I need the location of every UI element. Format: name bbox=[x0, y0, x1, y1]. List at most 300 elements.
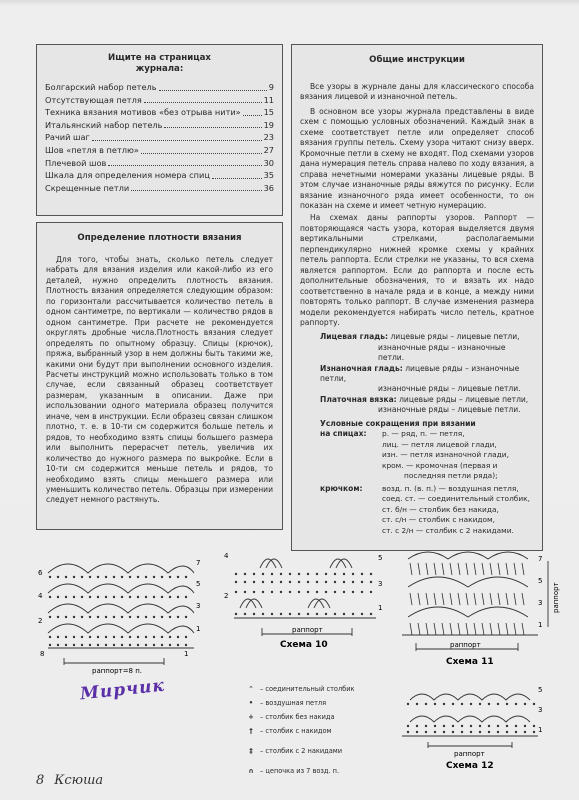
chain-stitch-mark bbox=[370, 591, 372, 593]
chain-stitch-mark bbox=[352, 573, 354, 575]
general-paragraph-1: Все узоры в журнале даны для классического способа вязания лицевой и изнаночной петель. bbox=[300, 82, 534, 102]
chain-stitch-mark bbox=[289, 613, 291, 615]
chain-stitch-mark bbox=[434, 725, 436, 727]
chain-stitch-mark bbox=[262, 573, 264, 575]
rapport-side-label: раппорт bbox=[552, 582, 560, 613]
legend-item bbox=[246, 713, 334, 721]
chain-stitch-mark bbox=[121, 596, 123, 598]
double-crochet-mark bbox=[442, 563, 444, 575]
chain-stitch-mark bbox=[161, 616, 163, 618]
chain-stitch-mark bbox=[307, 581, 309, 583]
stitch-desc: лицевые ряды – лицевые петли, bbox=[399, 394, 529, 404]
double-crochet-mark bbox=[410, 563, 412, 575]
chain-stitch-mark bbox=[244, 581, 246, 583]
chain-stitch-mark bbox=[488, 703, 490, 705]
chain-stitch-mark bbox=[416, 731, 418, 733]
rapport-label: раппорт bbox=[292, 626, 323, 634]
chain-stitch-mark bbox=[129, 636, 131, 638]
chain-stitch-mark bbox=[235, 613, 237, 615]
density-title: Определение плотности вязания bbox=[77, 233, 242, 243]
chain-stitch-mark bbox=[169, 636, 171, 638]
toc-dots bbox=[92, 131, 262, 141]
chain-stitch-mark bbox=[105, 596, 107, 598]
toc-item bbox=[45, 81, 274, 94]
toc-item-text: Шкала для определения номера спиц bbox=[45, 170, 210, 181]
chain-stitch-mark bbox=[137, 644, 139, 646]
toc-item bbox=[45, 182, 274, 195]
toc-dots bbox=[243, 106, 262, 116]
legend-symbol-icon: • bbox=[248, 699, 254, 707]
chain-stitch-mark bbox=[89, 596, 91, 598]
toc-item-page: 19 bbox=[263, 119, 274, 130]
chain-stitch-mark bbox=[177, 596, 179, 598]
abbr-item: ст. с/н — столбик с накидом, bbox=[382, 515, 495, 525]
chain-stitch-mark bbox=[298, 613, 300, 615]
toc-dots bbox=[108, 157, 261, 167]
toc-box bbox=[36, 44, 283, 216]
chain-stitch-mark bbox=[113, 616, 115, 618]
chain-stitch-mark bbox=[334, 581, 336, 583]
chain-stitch-mark bbox=[89, 576, 91, 578]
toc-item bbox=[45, 119, 274, 132]
chain-stitch-mark bbox=[185, 644, 187, 646]
scheme-title: Схема 11 bbox=[446, 657, 494, 667]
double-crochet-mark bbox=[466, 623, 468, 635]
double-crochet-mark bbox=[426, 593, 428, 605]
chain-stitch-mark bbox=[343, 613, 345, 615]
rapport-label: раппорт bbox=[450, 641, 481, 649]
chain-stitch-mark bbox=[515, 703, 517, 705]
row-label: 1 bbox=[378, 604, 383, 612]
row-label: 1 bbox=[196, 625, 201, 633]
chain-stitch-mark bbox=[461, 725, 463, 727]
double-crochet-mark bbox=[482, 623, 484, 635]
chain-stitch-mark bbox=[298, 581, 300, 583]
chain-stitch-mark bbox=[452, 725, 454, 727]
chain-stitch-mark bbox=[316, 573, 318, 575]
legend-text: – соединительный столбик bbox=[260, 685, 355, 693]
toc-item-page: 27 bbox=[263, 144, 274, 155]
toc-item-page: 36 bbox=[263, 182, 274, 193]
chain-stitch-mark bbox=[169, 644, 171, 646]
chain-stitch-mark bbox=[407, 703, 409, 705]
toc-dots bbox=[212, 169, 262, 179]
chain-stitch-mark bbox=[452, 731, 454, 733]
chain-stitch-mark bbox=[316, 613, 318, 615]
chain-stitch-mark bbox=[289, 591, 291, 593]
toc-item bbox=[45, 157, 274, 170]
col-label: 1 bbox=[184, 650, 189, 658]
chain-stitch-mark bbox=[73, 616, 75, 618]
chain-stitch-mark bbox=[370, 581, 372, 583]
toc-item-text: Плечевой шов bbox=[45, 157, 107, 168]
chain-stitch-mark bbox=[129, 596, 131, 598]
chain-stitch-mark bbox=[97, 576, 99, 578]
chain-stitch-mark bbox=[343, 581, 345, 583]
double-crochet-mark bbox=[498, 593, 500, 605]
legend-item bbox=[246, 699, 326, 707]
chain-stitch-mark bbox=[479, 731, 481, 733]
stitch-desc: лицевые ряды – изнаночные петли, bbox=[320, 363, 520, 384]
chain-stitch-mark bbox=[271, 573, 273, 575]
chain-stitch-mark bbox=[253, 591, 255, 593]
toc-item bbox=[45, 144, 274, 157]
chain-stitch-mark bbox=[89, 644, 91, 646]
chain-stitch-mark bbox=[524, 725, 526, 727]
toc-dots bbox=[144, 94, 262, 104]
chain-stitch-mark bbox=[298, 573, 300, 575]
chain-stitch-mark bbox=[185, 636, 187, 638]
stitch-term: Платочная вязка: bbox=[320, 394, 397, 404]
diagram-10 bbox=[220, 548, 390, 653]
legend-symbol-icon: + bbox=[248, 713, 254, 721]
chain-stitch-mark bbox=[370, 613, 372, 615]
toc-item-page: 11 bbox=[263, 94, 274, 105]
chain-stitch-mark bbox=[416, 703, 418, 705]
chain-stitch-mark bbox=[280, 613, 282, 615]
stitch-term: Лицевая гладь: bbox=[320, 332, 389, 342]
chain-stitch-mark bbox=[65, 576, 67, 578]
double-crochet-mark bbox=[450, 593, 452, 605]
double-crochet-mark bbox=[434, 593, 436, 605]
chain-stitch-mark bbox=[153, 576, 155, 578]
chain-stitch-mark bbox=[416, 725, 418, 727]
double-crochet-mark bbox=[522, 563, 524, 575]
chain-stitch-mark bbox=[343, 591, 345, 593]
chain-stitch-mark bbox=[533, 725, 535, 727]
toc-item-page: 30 bbox=[263, 157, 274, 168]
row-label: 3 bbox=[196, 602, 201, 610]
double-crochet-mark bbox=[450, 623, 452, 635]
double-crochet-mark bbox=[458, 563, 460, 575]
double-crochet-mark bbox=[458, 593, 460, 605]
toc-list bbox=[45, 81, 274, 194]
chain-stitch-mark bbox=[145, 576, 147, 578]
chain-stitch-mark bbox=[470, 731, 472, 733]
stitch-desc-2: изнаночные ряды – лицевые петли. bbox=[378, 405, 521, 415]
double-crochet-mark bbox=[506, 563, 508, 575]
abbr-title: Условные сокращения при вязании bbox=[320, 418, 476, 428]
chain-stitch-mark bbox=[253, 613, 255, 615]
chain-stitch-mark bbox=[506, 703, 508, 705]
toc-item bbox=[45, 169, 274, 182]
chain-stitch-mark bbox=[407, 731, 409, 733]
toc-item-page: 35 bbox=[263, 170, 274, 181]
chain-stitch-mark bbox=[57, 636, 59, 638]
chain-stitch-mark bbox=[497, 725, 499, 727]
toc-item-text: Итальянский набор петель bbox=[45, 119, 163, 130]
legend-item bbox=[246, 685, 355, 693]
double-crochet-mark bbox=[490, 593, 492, 605]
chain-stitch-mark bbox=[145, 596, 147, 598]
double-crochet-mark bbox=[490, 623, 492, 635]
chain-stitch-mark bbox=[235, 591, 237, 593]
page-number: 8 bbox=[36, 773, 45, 788]
abbr-item: изн. — петля изнаночной глади, bbox=[382, 450, 509, 460]
chain-stitch-mark bbox=[361, 581, 363, 583]
chain-stitch-mark bbox=[280, 573, 282, 575]
chain-stitch-mark bbox=[425, 731, 427, 733]
legend-symbol-icon: ⌃ bbox=[248, 685, 254, 693]
abbr-item: последняя петли ряда); bbox=[404, 471, 498, 481]
abbr-item: соед. ст. — соединительный столбик, bbox=[382, 494, 530, 504]
chain-stitch-mark bbox=[316, 581, 318, 583]
footer bbox=[36, 773, 103, 788]
toc-item bbox=[45, 106, 274, 119]
chain-stitch-mark bbox=[271, 581, 273, 583]
toc-item-page: 15 bbox=[263, 107, 274, 118]
abbr-crochet bbox=[300, 484, 534, 537]
chain-stitch-mark bbox=[57, 576, 59, 578]
legend-text: – столбик с накидом bbox=[260, 727, 332, 735]
chain-stitch-mark bbox=[271, 613, 273, 615]
chain-stitch-mark bbox=[57, 616, 59, 618]
chain-stitch-mark bbox=[352, 591, 354, 593]
chain-stitch-mark bbox=[73, 644, 75, 646]
double-crochet-mark bbox=[418, 563, 420, 575]
double-crochet-mark bbox=[522, 623, 524, 635]
abbr-item: ст. б/н — столбик без накида, bbox=[382, 504, 499, 514]
chain-stitch-mark bbox=[145, 636, 147, 638]
double-crochet-mark bbox=[514, 593, 516, 605]
chain-stitch-mark bbox=[289, 581, 291, 583]
row-label: 1 bbox=[538, 621, 543, 629]
chain-stitch-mark bbox=[244, 613, 246, 615]
chain-stitch-mark bbox=[361, 573, 363, 575]
chain-stitch-mark bbox=[113, 644, 115, 646]
chain-stitch-mark bbox=[129, 576, 131, 578]
chain-stitch-mark bbox=[49, 644, 51, 646]
chain-stitch-mark bbox=[253, 573, 255, 575]
chain-stitch-mark bbox=[407, 725, 409, 727]
chain-stitch-mark bbox=[113, 636, 115, 638]
chain-stitch-mark bbox=[488, 725, 490, 727]
double-crochet-mark bbox=[450, 563, 452, 575]
chain-stitch-mark bbox=[177, 616, 179, 618]
chain-stitch-mark bbox=[73, 596, 75, 598]
chain-stitch-mark bbox=[271, 591, 273, 593]
row-label: 2 bbox=[224, 592, 229, 600]
double-crochet-mark bbox=[482, 593, 484, 605]
stitch-list bbox=[300, 332, 534, 415]
chain-stitch-mark bbox=[506, 725, 508, 727]
chain-stitch-mark bbox=[73, 576, 75, 578]
chain-stitch-mark bbox=[65, 616, 67, 618]
chain-stitch-mark bbox=[352, 613, 354, 615]
chain-stitch-mark bbox=[434, 731, 436, 733]
chain-stitch-mark bbox=[161, 636, 163, 638]
legend-text: – столбик с 2 накидами bbox=[260, 747, 343, 755]
stitch-desc-2: изнаночные ряды – лицевые петли. bbox=[378, 384, 521, 394]
double-crochet-mark bbox=[506, 623, 508, 635]
chain-stitch-mark bbox=[497, 731, 499, 733]
abbr-crochet-list bbox=[382, 484, 530, 537]
chain-stitch-mark bbox=[325, 573, 327, 575]
chain-stitch-mark bbox=[325, 613, 327, 615]
double-crochet-mark bbox=[490, 563, 492, 575]
chain-stitch-mark bbox=[49, 596, 51, 598]
rapport-label: раппорт bbox=[454, 750, 485, 758]
row-label: 5 bbox=[196, 580, 201, 588]
stitch-desc-2: изнаночные ряды – изнаночные петли. bbox=[378, 342, 506, 363]
chain-stitch-mark bbox=[81, 644, 83, 646]
chain-stitch-mark bbox=[235, 573, 237, 575]
chain-stitch-mark bbox=[65, 644, 67, 646]
double-crochet-mark bbox=[418, 623, 420, 635]
chain-stitch-mark bbox=[244, 573, 246, 575]
chain-stitch-mark bbox=[506, 731, 508, 733]
chain-stitch-mark bbox=[105, 644, 107, 646]
chain-stitch-mark bbox=[280, 591, 282, 593]
toc-dots bbox=[159, 81, 267, 91]
row-label: 7 bbox=[538, 555, 543, 563]
row-label: 3 bbox=[538, 599, 543, 607]
row-label: 5 bbox=[378, 554, 383, 562]
chain-stitch-mark bbox=[425, 703, 427, 705]
double-crochet-mark bbox=[498, 563, 500, 575]
chain-stitch-mark bbox=[81, 576, 83, 578]
chain-stitch-mark bbox=[49, 636, 51, 638]
chain-stitch-mark bbox=[153, 636, 155, 638]
stitch-desc: лицевые ряды – лицевые петли, bbox=[390, 332, 520, 342]
double-crochet-mark bbox=[522, 593, 524, 605]
diagram-11 bbox=[388, 547, 568, 672]
toc-item-text: Рачий шаг bbox=[45, 132, 90, 143]
toc-item-page: 23 bbox=[263, 132, 274, 143]
abbr-knit-list bbox=[382, 429, 509, 482]
chain-stitch-mark bbox=[185, 616, 187, 618]
diagram-12 bbox=[388, 680, 568, 770]
double-crochet-mark bbox=[514, 563, 516, 575]
chain-stitch-mark bbox=[129, 616, 131, 618]
abbr-knit-label: на спицах: bbox=[320, 429, 367, 439]
toc-dots bbox=[131, 182, 261, 192]
scheme-title: Схема 12 bbox=[446, 761, 494, 770]
chain-stitch-mark bbox=[461, 703, 463, 705]
chain-stitch-mark bbox=[425, 725, 427, 727]
double-crochet-mark bbox=[434, 563, 436, 575]
chain-stitch-mark bbox=[153, 644, 155, 646]
density-paragraph: Для того, чтобы знать, сколько петель следует набрать для вязания изделия или какой-либо из его деталей, нужно определить плотность вязания. Плотность вязания определяется следующим образом: по горизонтали рассчитывается количество петель в одном сантиметре, по вертикали — количество рядов в одном сантиметре. При расчете не рекомендуется округлять дробные числа.Плотность вязания следует определять по опытному образцу. Спицы (крючок), пряжа, выбранный узор в нем должны быть такими же, какими они будут при выполнении основного изделия. Расчеты инструкций можно использовать только в том случае, если связанный образец соответствует размерам, указанным в описании. Даже при использовании одного материала образец получится иначе, чем в инструкции. Если образец связан слишком плотно, т. е. в 10-ти см содержится больше петель и рядов, то необходимо взять спицы большего размера или выполнить перерасчет петель, увеличив их количество до нужного размера по выкройке. Если в 10-ти см содержится меньше петель и рядов, то необходимо взять спицы меньшего размера или уменьшить количество петель. Образцы при измерении следует немного растянуть. bbox=[46, 255, 273, 505]
chain-stitch-mark bbox=[97, 596, 99, 598]
chain-stitch-mark bbox=[470, 725, 472, 727]
chain-stitch-mark bbox=[121, 644, 123, 646]
chain-stitch-mark bbox=[343, 573, 345, 575]
row-label: 6 bbox=[38, 569, 43, 577]
chain-stitch-mark bbox=[325, 581, 327, 583]
chain-stitch-mark bbox=[479, 725, 481, 727]
chain-stitch-mark bbox=[262, 613, 264, 615]
chain-stitch-mark bbox=[153, 616, 155, 618]
row-label: 5 bbox=[538, 577, 543, 585]
row-label: 1 bbox=[538, 726, 543, 734]
chain-stitch-mark bbox=[89, 636, 91, 638]
double-crochet-mark bbox=[458, 623, 460, 635]
double-crochet-mark bbox=[514, 623, 516, 635]
stitch-term: Изнаночная гладь: bbox=[320, 363, 403, 373]
chain-stitch-mark bbox=[49, 616, 51, 618]
chain-stitch-mark bbox=[161, 596, 163, 598]
chain-stitch-mark bbox=[137, 636, 139, 638]
double-crochet-mark bbox=[474, 593, 476, 605]
chain-stitch-mark bbox=[515, 731, 517, 733]
double-crochet-mark bbox=[466, 563, 468, 575]
chain-stitch-mark bbox=[177, 576, 179, 578]
general-title: Общие инструкции bbox=[369, 55, 465, 65]
chain-stitch-mark bbox=[515, 725, 517, 727]
chain-stitch-mark bbox=[307, 591, 309, 593]
row-label: 4 bbox=[38, 592, 43, 600]
double-crochet-mark bbox=[426, 623, 428, 635]
chain-stitch-mark bbox=[334, 591, 336, 593]
legend-item bbox=[246, 767, 339, 775]
double-crochet-mark bbox=[418, 593, 420, 605]
toc-item-text: Отсутствующая петля bbox=[45, 94, 142, 105]
toc-item bbox=[45, 131, 274, 144]
toc-dots bbox=[164, 119, 261, 129]
chain-stitch-mark bbox=[488, 731, 490, 733]
chain-stitch-mark bbox=[105, 616, 107, 618]
chain-stitch-mark bbox=[145, 616, 147, 618]
double-crochet-mark bbox=[410, 623, 412, 635]
legend-text: – воздушная петля bbox=[260, 699, 327, 707]
chain-stitch-mark bbox=[334, 573, 336, 575]
double-crochet-mark bbox=[442, 623, 444, 635]
watermark: Мирчик bbox=[79, 675, 166, 705]
toc-item-text: Техника вязания мотивов «без отрыва нити» bbox=[45, 107, 241, 118]
double-crochet-mark bbox=[506, 593, 508, 605]
chain-stitch-mark bbox=[280, 581, 282, 583]
chain-stitch-mark bbox=[289, 573, 291, 575]
chain-stitch-mark bbox=[298, 591, 300, 593]
chain-stitch-mark bbox=[325, 591, 327, 593]
stitch-row bbox=[320, 395, 534, 405]
chain-stitch-mark bbox=[81, 596, 83, 598]
chain-stitch-mark bbox=[137, 596, 139, 598]
general-paragraph-3: На схемах даны раппорты узоров. Раппорт — повторяющаяся часть узора, которая выделяется двумя вертикальными стрелками, располагаемыми перпендикулярно нижней кромке схемы у крайних петель раппорта. Если стрелки не указаны, то вся схема является раппортом. Если до раппорта и после есть дополнительные обозначения, то и вязать их надо соответственно в начале ряда и в конце, а между ними повторять только раппорт. В случае изменения размера модели рекомендуется набирать число петель, кратное раппорту. bbox=[300, 213, 534, 327]
chain-stitch-mark bbox=[57, 596, 59, 598]
chain-stitch-mark bbox=[461, 731, 463, 733]
chain-stitch-mark bbox=[169, 596, 171, 598]
toc-item bbox=[45, 94, 274, 107]
chain-stitch-mark bbox=[65, 596, 67, 598]
chain-stitch-mark bbox=[185, 596, 187, 598]
stitch-row bbox=[320, 364, 534, 385]
chain-stitch-mark bbox=[81, 636, 83, 638]
chain-stitch-mark bbox=[121, 636, 123, 638]
toc-item-text: Болгарский набор петель bbox=[45, 82, 157, 92]
double-crochet-mark bbox=[466, 593, 468, 605]
chain-stitch-mark bbox=[57, 644, 59, 646]
chain-stitch-mark bbox=[533, 703, 535, 705]
chain-stitch-mark bbox=[361, 613, 363, 615]
chain-stitch-mark bbox=[137, 616, 139, 618]
legend-item bbox=[246, 727, 331, 735]
legend-item bbox=[246, 747, 342, 755]
toc-dots bbox=[141, 144, 262, 154]
stitch-row bbox=[320, 332, 534, 342]
magazine-name: Ксюша bbox=[54, 773, 104, 788]
abbr-item: кром. — кромочная (первая и bbox=[382, 460, 498, 470]
chain-stitch-mark bbox=[97, 644, 99, 646]
legend-symbol-icon: † bbox=[249, 727, 253, 735]
scheme-title: Схема 10 bbox=[280, 640, 328, 650]
general-paragraph-2: В основном все узоры журнала представлены в виде схем с помощью условных обозначений. Каждый знак в схеме соответствует петле или определяет способ вязания группы петель. Схему узора читают снизу вверх. Кромочные петли в схему не входят. Под схемами узоров дана нумерация петель справа налево по ходу вязания, а справа нечетными номерами указаны лицевые ряды. В этом случае изнаночные ряды вяжутся по рисунку. Если вязание изнаночного ряда имеет особенности, то он показан на схеме и имеет четную нумерацию. bbox=[300, 106, 534, 210]
chain-stitch-mark bbox=[161, 576, 163, 578]
double-crochet-mark bbox=[434, 623, 436, 635]
chain-stitch-mark bbox=[452, 703, 454, 705]
row-label: 3 bbox=[538, 706, 543, 714]
